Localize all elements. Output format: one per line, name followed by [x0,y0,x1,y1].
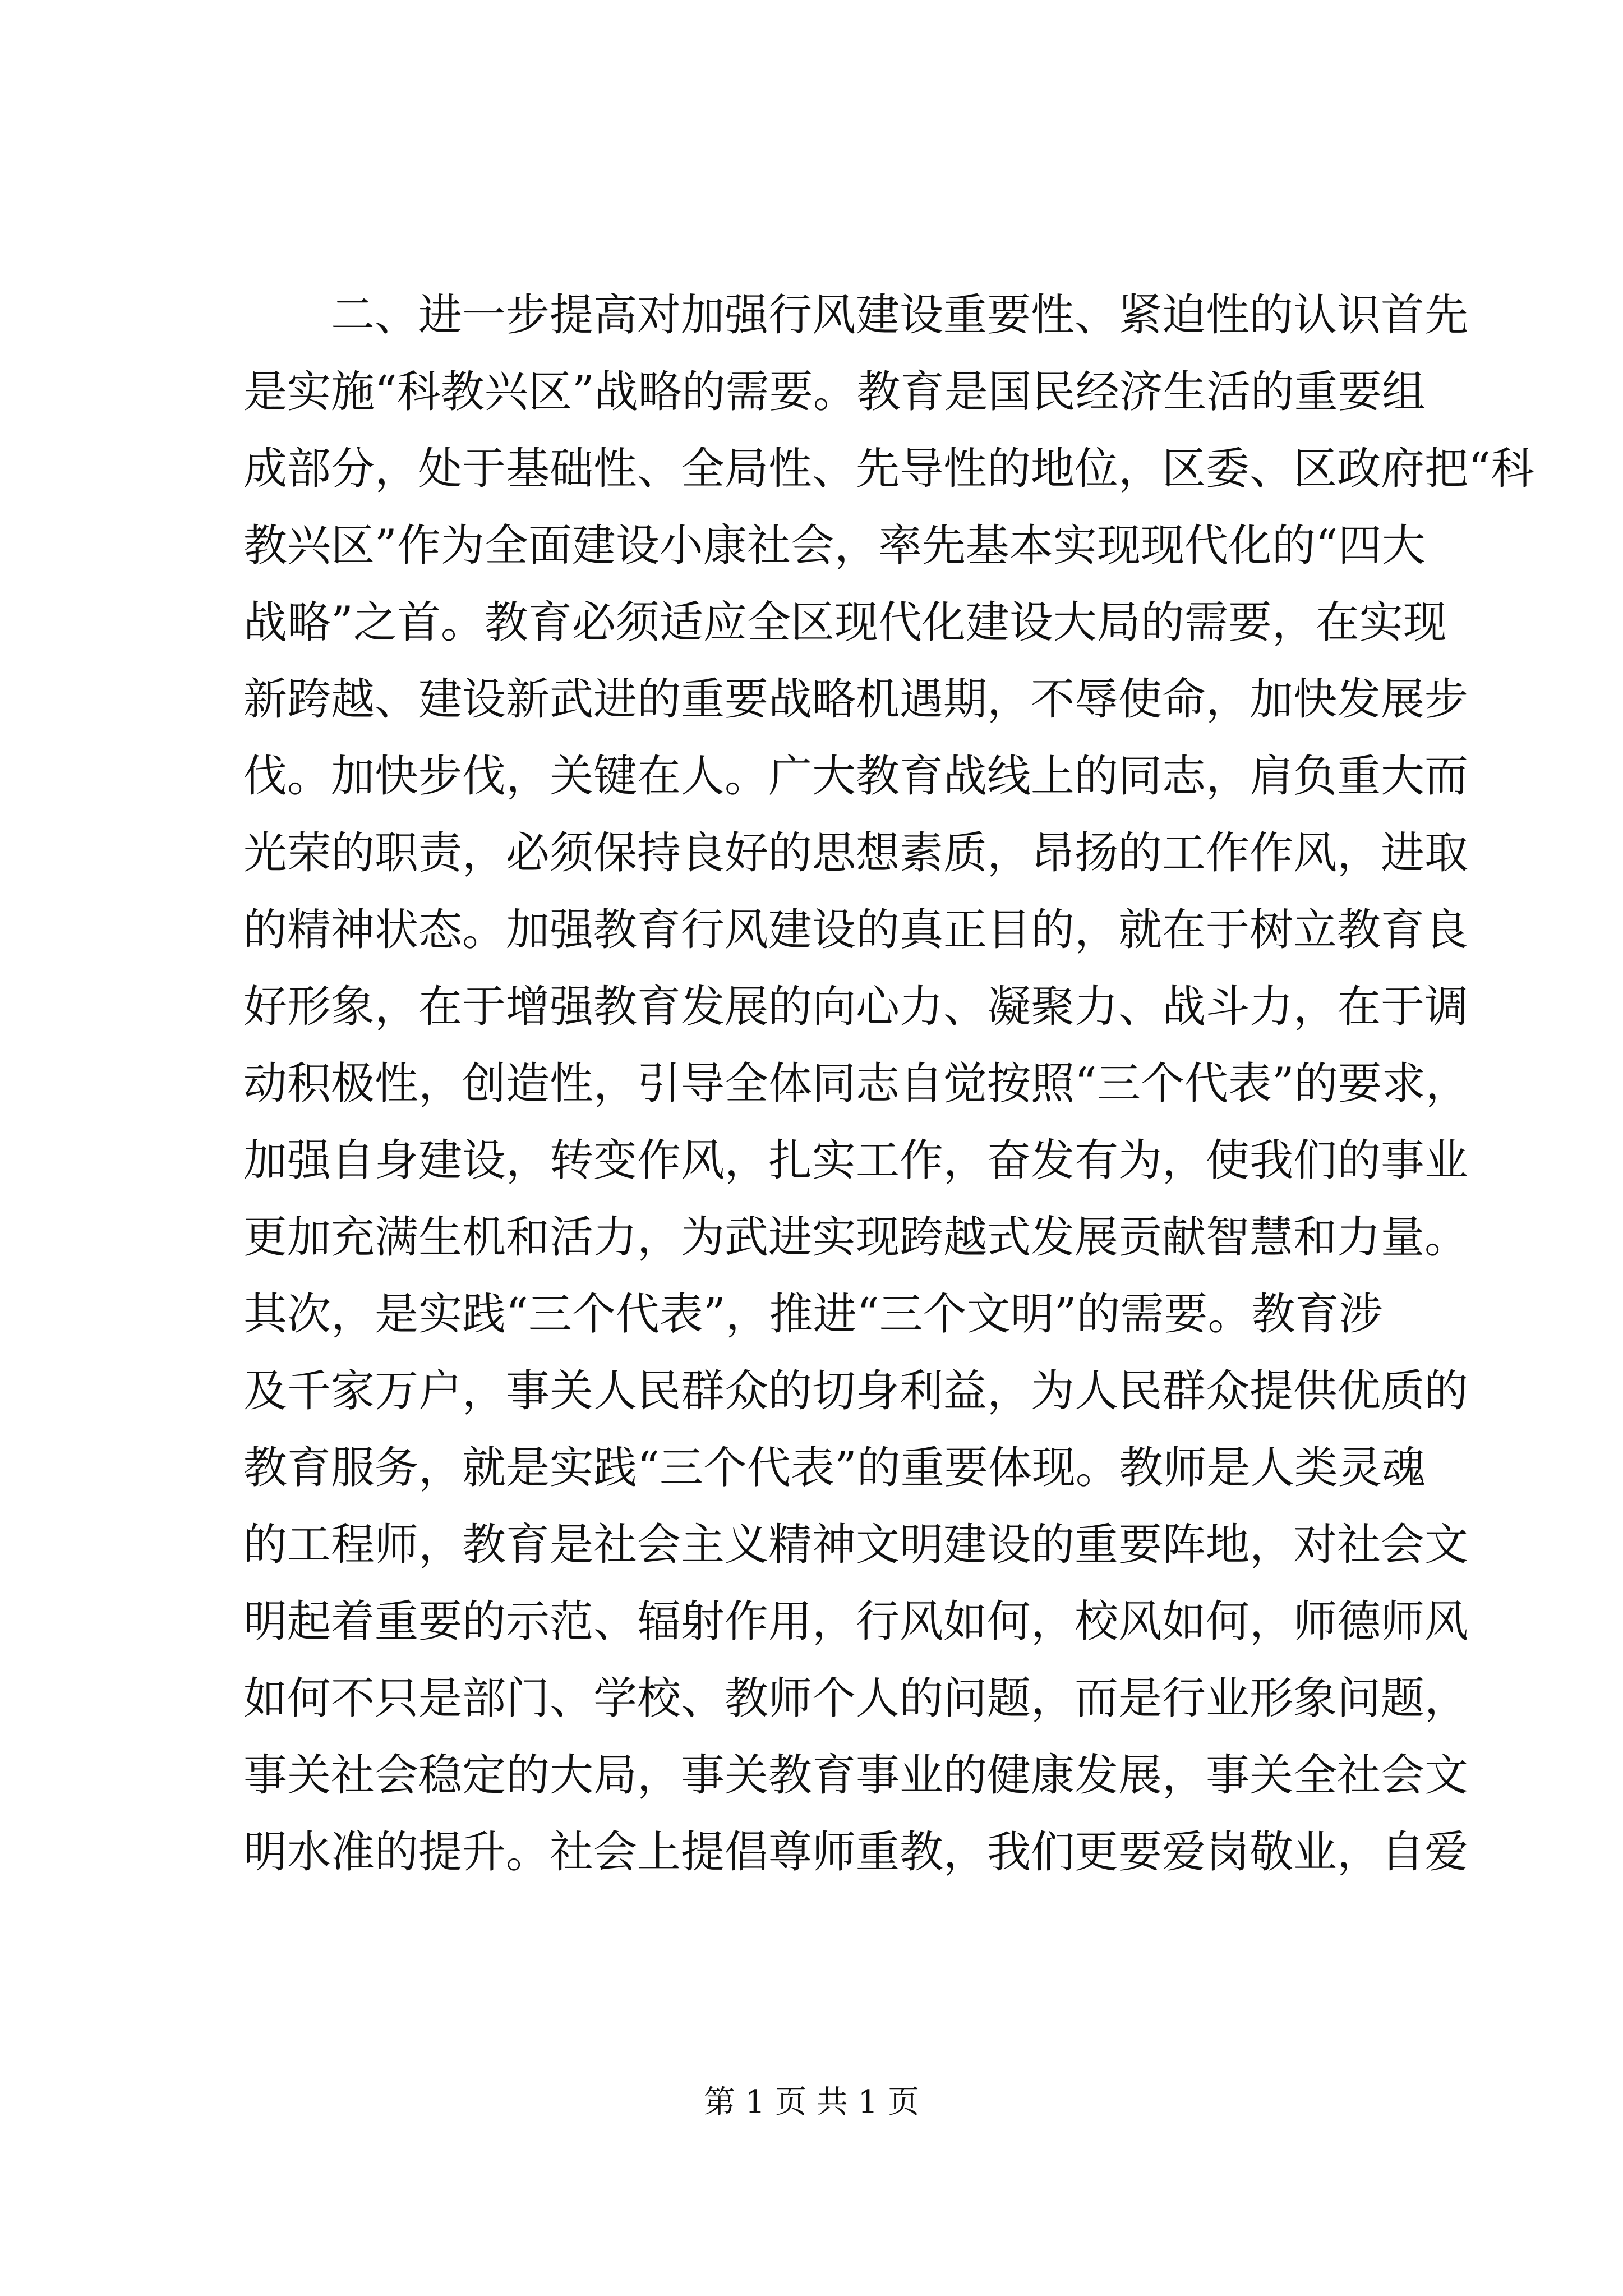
text-line: 成部分，处于基础性、全局性、先导性的地位，区委、区政府把“科 [243,444,1534,494]
text-line: 及千家万户，事关人民群众的切身利益，为人民群众提供优质的 [243,1366,1469,1416]
page-number: 第 1 页 共 1 页 [703,2084,920,2120]
text-line: 的工程师，教育是社会主义精神文明建设的重要阵地，对社会文 [243,1520,1469,1570]
text-line: 新跨越、建设新武进的重要战略机遇期，不辱使命，加快发展步 [243,674,1469,725]
text-line: 加强自身建设，转变作风，扎实工作，奋发有为，使我们的事业 [243,1135,1469,1186]
text-line: 伐。加快步伐，关键在人。广大教育战线上的同志，肩负重大而 [243,751,1469,802]
text-line: 光荣的职责，必须保持良好的思想素质，昂扬的工作作风，进取 [243,828,1469,878]
text-line: 其次，是实践“三个代表”，推进“三个文明”的需要。教育涉 [243,1289,1383,1340]
text-line: 的精神状态。加强教育行风建设的真正目的，就在于树立教育良 [243,905,1469,955]
text-line: 明起着重要的示范、辐射作用，行风如何，校风如何，师德师风 [243,1596,1469,1647]
text-line: 教育服务，就是实践“三个代表”的重要体现。教师是人类灵魂 [243,1443,1426,1493]
text-line: 二、进一步提高对加强行风建设重要性、紧迫性的认识首先 [331,290,1469,341]
body-paragraph [243,277,1534,1891]
text-line: 好形象，在于增强教育发展的向心力、凝聚力、战斗力，在于调 [243,982,1469,1032]
text-line: 是实施“科教兴区”战略的需要。教育是国民经济生活的重要组 [243,367,1426,417]
text-line: 事关社会稳定的大局，事关教育事业的健康发展，事关全社会文 [243,1750,1469,1801]
text-line: 更加充满生机和活力，为武进实现跨越式发展贡献智慧和力量。 [243,1212,1469,1263]
text-line: 战略”之首。教育必须适应全区现代化建设大局的需要，在实现 [243,597,1447,648]
text-line: 明水准的提升。社会上提倡尊师重教，我们更要爱岗敬业，自爱 [243,1827,1469,1878]
page-footer [0,2080,1623,2125]
text-line: 教兴区”作为全面建设小康社会，率先基本实现现代化的“四大 [243,521,1426,571]
text-line: 动积极性，创造性，引导全体同志自觉按照“三个代表”的要求， [243,1059,1469,1109]
text-line: 如何不只是部门、学校、教师个人的问题，而是行业形象问题， [243,1673,1469,1724]
